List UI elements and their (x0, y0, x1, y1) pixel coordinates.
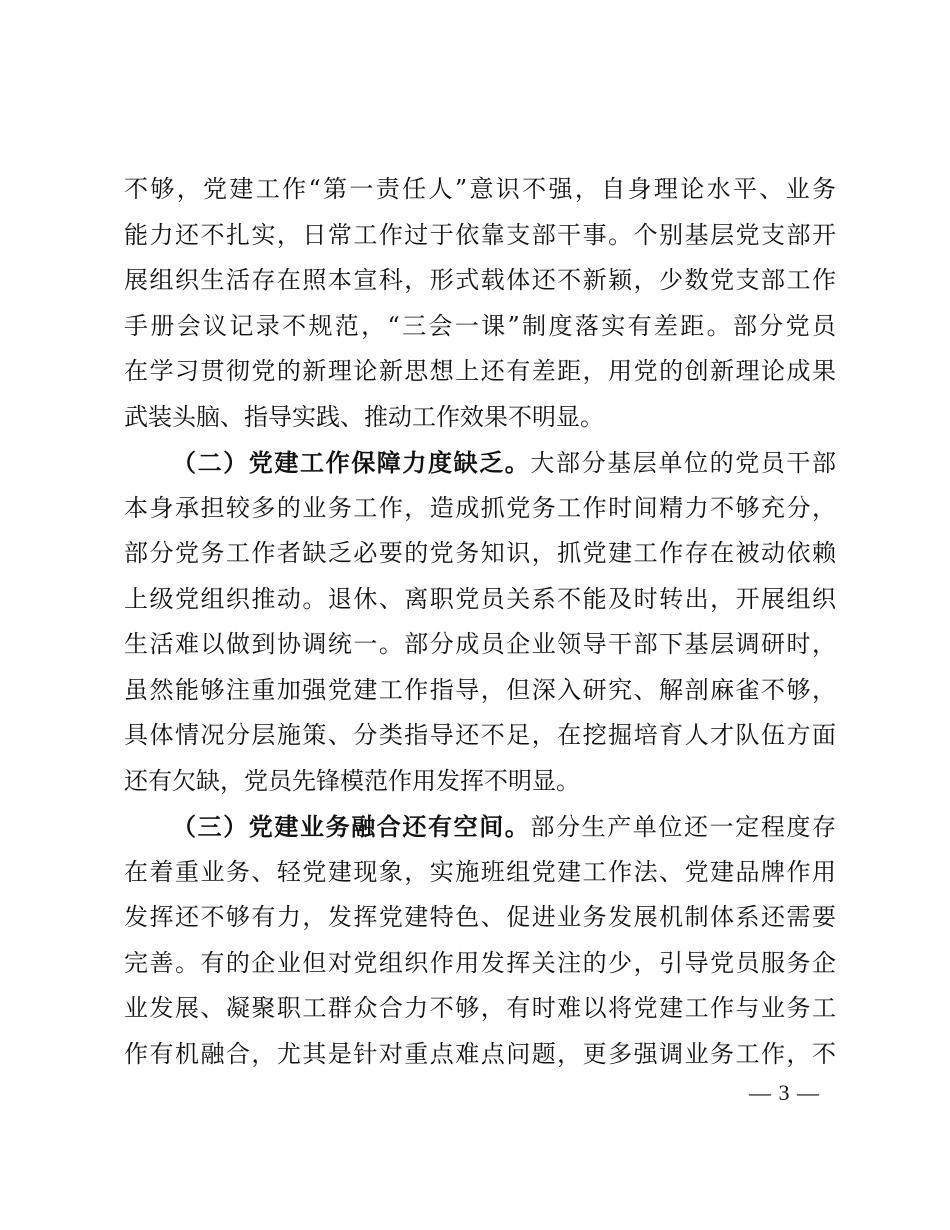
text-line: 作有机融合，尤其是针对重点难点问题，更多强调业务工作，不 (124, 1039, 836, 1068)
section-heading: （二）党建工作保障力度缺乏。 (172, 448, 531, 477)
text-line: 生活难以做到协调统一。部分成员企业领导干部下基层调研时， (124, 630, 836, 658)
text-line: 手册会议记录不规范，“三会一课”制度落实有差距。部分党员 (124, 311, 836, 340)
text-line: 具体情况分层施策、分类指导还不足，在挖掘培育人才队伍方面 (124, 721, 836, 749)
text-line: 不够，党建工作“第一责任人”意识不强，自身理论水平、业务 (124, 175, 836, 203)
paragraph-continuation (124, 167, 836, 440)
text-line: 上级党组织推动。退休、离职党员关系不能及时转出，开展组织 (124, 584, 836, 613)
text-line: 展组织生活存在照本宣科，形式载体还不新颖，少数党支部工作 (124, 266, 836, 294)
text-line: 完善。有的企业但对党组织作用发挥关注的少，引导党员服务企 (124, 948, 836, 977)
text-line-first (124, 440, 836, 486)
page-number: — 3 — (749, 1080, 820, 1105)
section-heading: （三）党建业务融合还有空间。 (172, 812, 531, 841)
body-text (124, 167, 836, 1077)
paragraph-security-support (124, 440, 836, 804)
text-line: 部分党务工作者缺乏必要的党务知识，抓党建工作存在被动依赖 (124, 539, 836, 567)
text-line: 还有欠缺，党员先锋模范作用发挥不明显。 (124, 766, 580, 795)
text-line: 发挥还不够有力，发挥党建特色、促进业务发展机制体系还需要 (124, 903, 836, 931)
text-line: 业发展、凝聚职工群众合力不够，有时难以将党建工作与业务工 (124, 994, 836, 1022)
text-fragment: 大部分基层单位的党员干部 (530, 449, 837, 477)
text-line: 武装头脑、指导实践、推动工作效果不明显。 (124, 402, 604, 431)
text-line-first (124, 804, 836, 850)
text-line: 本身承担较多的业务工作，造成抓党务工作时间精力不够充分， (124, 493, 836, 522)
text-line: 在着重业务、轻党建现象，实施班组党建工作法、党建品牌作用 (124, 857, 836, 886)
text-line: 在学习贯彻党的新理论新思想上还有差距，用党的创新理论成果 (124, 357, 836, 385)
text-line: 虽然能够注重加强党建工作指导，但深入研究、解剖麻雀不够， (124, 675, 836, 704)
paragraph-integration (124, 804, 836, 1077)
text-fragment: 部分生产单位还一定程度存 (530, 813, 837, 841)
text-line: 能力还不扎实，日常工作过于依靠支部干事。个别基层党支部开 (124, 220, 836, 249)
